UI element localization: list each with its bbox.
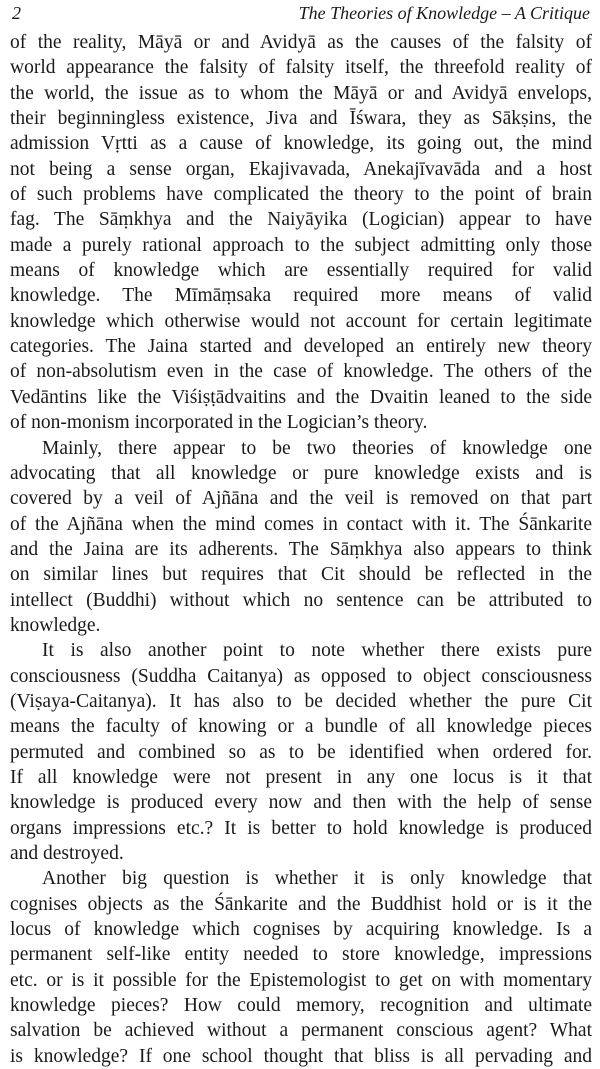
running-title: The Theories of Knowledge – A Critique	[298, 3, 590, 23]
text-line: Mainly, there appear to be two theories of knowledge one	[42, 437, 592, 459]
text-line: is knowledge? If one school thought that bliss is all pervading and	[10, 1045, 592, 1067]
text-line: If all knowledge were not present in any one locus is it that	[10, 766, 592, 788]
text-line: fag. The Sāṃkhya and the Naiyāyika (Logician) appear to have	[10, 209, 592, 231]
page-body-text	[10, 30, 592, 1069]
text-line: intellect (Buddhi) without which no sentence can be attributed to	[10, 589, 592, 611]
text-line: and the Jaina are its adherents. The Sāṃkhya also appears to think	[10, 538, 592, 560]
running-header	[12, 3, 590, 27]
text-line: categories. The Jaina started and developed an entirely new theory	[10, 336, 592, 358]
text-line: salvation be achieved without a permanent conscious agent? What	[10, 1020, 592, 1042]
text-line: knowledge which otherwise would not account for certain legitimate	[10, 310, 592, 332]
text-line: (Viṣaya-Caitanya). It has also to be decided whether the pure Cit	[10, 690, 592, 712]
text-line: means the faculty of knowing or a bundle of all knowledge pieces	[10, 716, 592, 738]
text-line: permanent self-like entity needed to store knowledge, impressions	[10, 944, 592, 966]
text-line: means of knowledge which are essentially required for valid	[10, 260, 592, 282]
text-line: made a purely rational approach to the subject admitting only those	[10, 234, 592, 256]
text-line: of the Ajñāna when the mind comes in contact with it. The Śānkarite	[10, 513, 592, 535]
text-line: Vedāntins like the Viśiṣṭādvaitins and the Dvaitin leaned to the side	[10, 386, 592, 408]
text-line: on similar lines but requires that Cit should be reflected in the	[10, 564, 592, 586]
paragraph	[10, 638, 592, 866]
text-line: admission Vṛtti as a cause of knowledge, its going out, the mind	[10, 133, 592, 155]
text-line: knowledge.	[10, 614, 101, 636]
text-line: the world, the issue as to whom the Māyā or and Avidyā envelops,	[10, 82, 592, 104]
paragraph	[10, 866, 592, 1069]
text-line: of non-absolutism even in the case of knowledge. The others of the	[10, 361, 592, 383]
text-line: their beginningless existence, Jiva and Īśwara, they as Sākṣins, the	[10, 108, 592, 130]
text-line: locus of knowledge which cognises by acquiring knowledge. Is a	[10, 919, 592, 941]
text-line: knowledge is produced every now and then with the help of sense	[10, 792, 592, 814]
text-line: of the reality, Māyā or and Avidyā as the causes of the falsity of	[10, 32, 592, 53]
text-line: consciousness (Suddha Caitanya) as opposed to object consciousness	[10, 665, 592, 687]
paragraph	[10, 30, 592, 436]
text-line: It is also another point to note whether there exists pure	[42, 640, 592, 662]
page-number: 2	[12, 3, 21, 23]
text-line: not being a sense organ, Ekajivavada, Anekajīvavāda and a host	[10, 158, 592, 180]
text-line: of such problems have complicated the theory to the point of brain	[10, 184, 592, 206]
text-line: Another big question is whether it is only knowledge that	[42, 868, 592, 890]
text-line: advocating that all knowledge or pure knowledge exists and is	[10, 462, 592, 484]
text-line: world appearance the falsity of falsity itself, the threefold reality of	[10, 57, 592, 79]
paragraph	[10, 436, 592, 639]
text-line: of non-monism incorporated in the Logician’s theory.	[10, 412, 428, 434]
text-line: knowledge pieces? How could memory, recognition and ultimate	[10, 995, 592, 1017]
text-line: permuted and combined so as to be identified when ordered for.	[10, 741, 592, 763]
text-line: cognises objects as the Śānkarite and the Buddhist hold or is it the	[10, 893, 592, 915]
text-line: and destroyed.	[10, 843, 124, 864]
text-line: etc. or is it possible for the Epistemologist to get on with momentary	[10, 969, 592, 991]
text-line: covered by a veil of Ajñāna and the veil is removed on that part	[10, 488, 592, 510]
text-line: organs impressions etc.? It is better to hold knowledge is produced	[10, 817, 592, 839]
text-line: knowledge. The Mīmāṃsaka required more means of valid	[10, 285, 592, 307]
